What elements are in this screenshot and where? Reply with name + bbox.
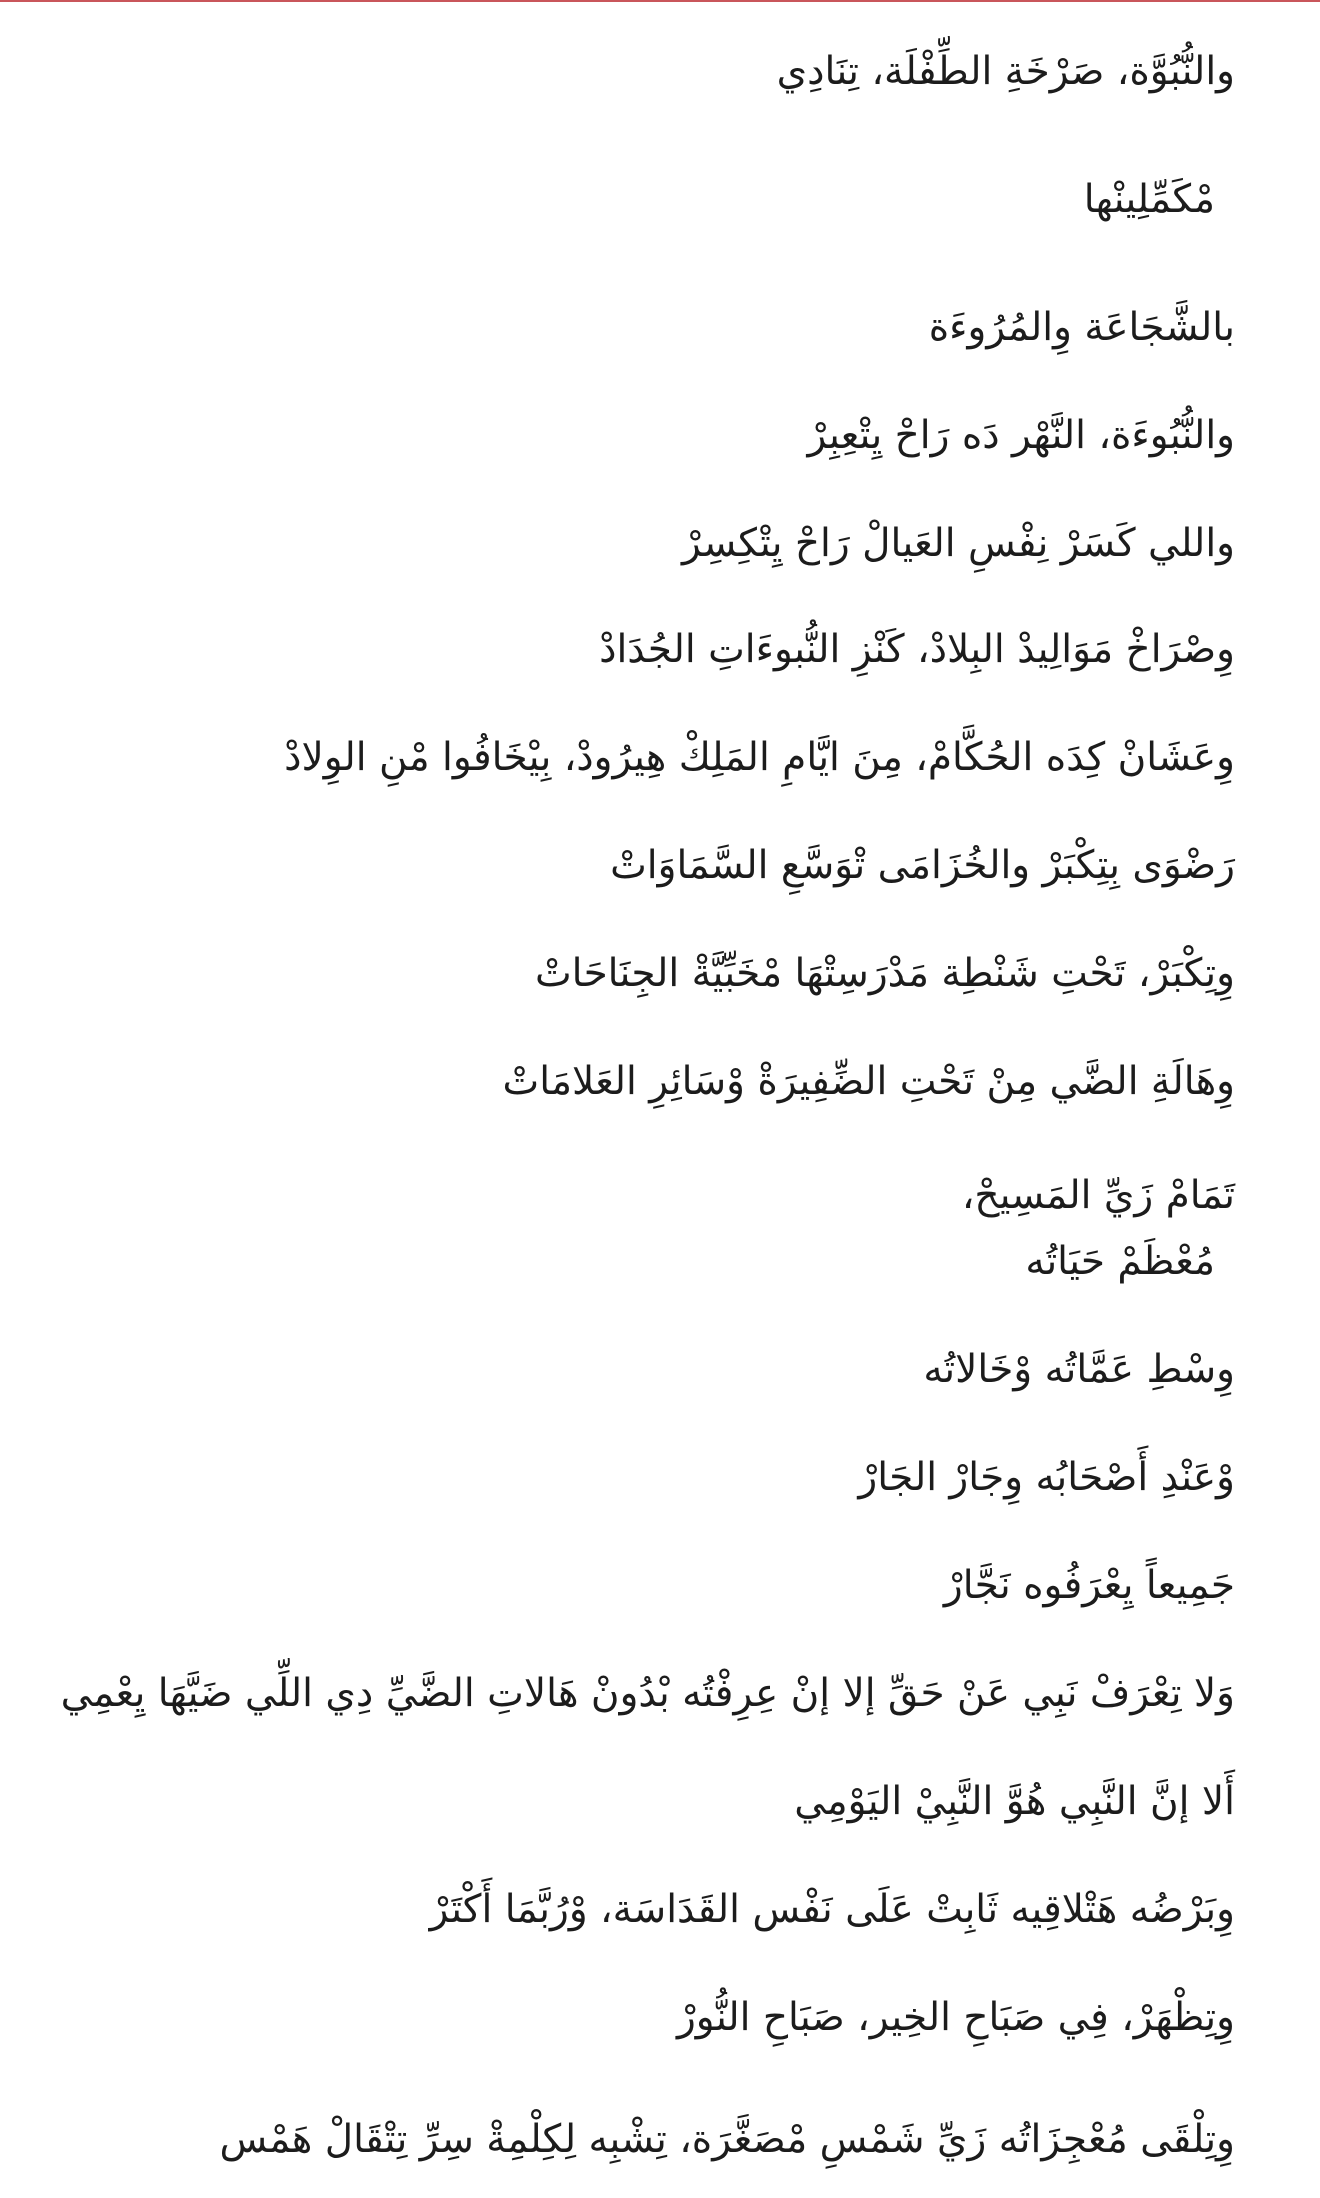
poem-line: وِتِظْهَرْ، فِي صَبَاحِ الخِير، صَبَاحِ النُّورْ bbox=[676, 1995, 1235, 2040]
poem-line: وَلا تِعْرَفْ نَبِي عَنْ حَقِّ إلا إنْ عِرِفْتُه بْدُونْ هَالاتِ الضَّيِّ دِي اللِّي ضَيَّهَا يِعْمِي bbox=[60, 1671, 1235, 1716]
poem-line: وِبَرْضُه هَتْلاقِيه ثَابِتْ عَلَى نَفْس القَدَاسَة، وْرُبَّمَا أَكْتَرْ bbox=[429, 1887, 1235, 1932]
poem-line: وْعَنْدِ أَصْحَابُه وِجَارْ الجَارْ bbox=[858, 1455, 1235, 1500]
poem-line: وِتِكْبَرْ، تَحْتِ شَنْطِة مَدْرَسِتْهَا مْخَبِّيَّةْ الجِنَاحَاتْ bbox=[534, 951, 1235, 996]
poem-line: وِعَشَانْ كِدَه الحُكَّامْ، مِنَ ايَّامِ المَلِكْ هِيرُودْ، بِيْخَافُوا مْنِ الوِلادْ bbox=[284, 735, 1235, 780]
poem-line: جَمِيعاً يِعْرَفُوه نَجَّارْ bbox=[943, 1563, 1235, 1608]
poem-line: وِتِلْقَى مُعْجِزَاتُه زَيِّ شَمْسِ مْصَغَّرَة، تِشْبِه لِكِلْمِةْ سِرِّ تِتْقَالْ هَمْس bbox=[219, 2117, 1235, 2162]
poem-line: والنُّبُوَّة، صَرْخَةِ الطِّفْلَة، تِنَادِي bbox=[776, 49, 1235, 94]
poem-line: تَمَامْ زَيِّ المَسِيحْ، bbox=[961, 1173, 1235, 1218]
poem-line: وِسْطِ عَمَّاتُه وْخَالاتُه bbox=[923, 1347, 1235, 1392]
poem-line: والنُّبُوءَة، النَّهْر دَه رَاحْ يِتْعِبِرْ bbox=[807, 413, 1235, 458]
poem-line: بالشَّجَاعَة وِالمُرُوءَة bbox=[928, 305, 1235, 350]
poem-line: أَلا إنَّ النَّبِي هُوَّ النَّبِيْ اليَوْمِي bbox=[794, 1779, 1235, 1824]
poem-line: وِهَالَةِ الضَّي مِنْ تَحْتِ الضِّفِيرَةْ وْسَائِرِ العَلامَاتْ bbox=[502, 1059, 1235, 1104]
poem-line: مْكَمِّلِينْها bbox=[1083, 177, 1215, 222]
poem-line: واللي كَسَرْ نِفْسِ العَيالْ رَاحْ يِتْكِسِرْ bbox=[682, 521, 1235, 566]
poem-line: رَضْوَى بِتِكْبَرْ والخُزَامَى تْوَسَّعِ السَّمَاوَاتْ bbox=[610, 843, 1235, 888]
poem-line: مُعْظَمْ حَيَاتُه bbox=[1025, 1239, 1215, 1284]
poem-line: وِصْرَاخْ مَوَالِيدْ البِلادْ، كَنْزِ النُّبوءَاتِ الجُدَادْ bbox=[599, 627, 1235, 672]
